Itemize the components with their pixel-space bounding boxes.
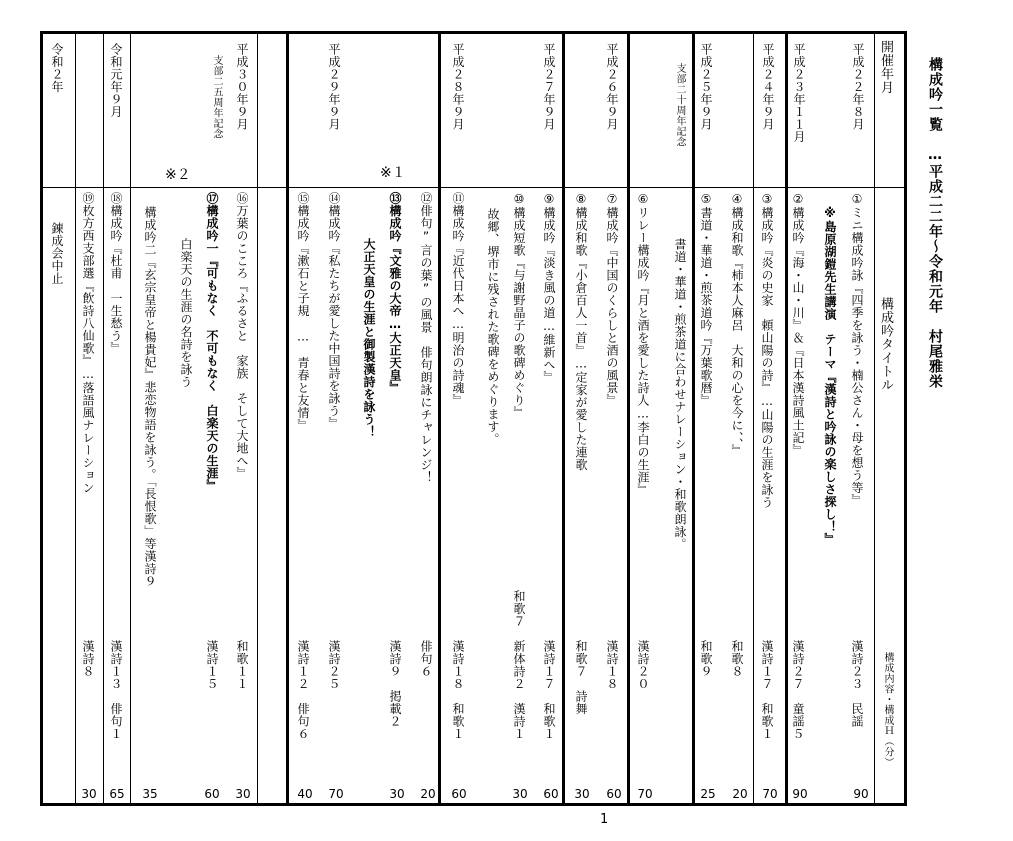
row-title-note: 書道・華道・煎茶道に合わせナレーション・和歌朗詠。	[673, 238, 687, 551]
header-divider	[40, 187, 907, 188]
row-title-note: 故郷、堺市に残された歌碑をめぐります。	[486, 208, 500, 446]
row-title: ⑧構成和歌『小倉百人一首』…定家が愛した連歌	[574, 192, 588, 471]
row-content: 漢詩２７ 童謡５	[791, 640, 805, 740]
row-minutes: 60	[204, 787, 220, 801]
header-date: 開催年月	[878, 40, 893, 94]
row-content: 和歌８	[730, 640, 744, 678]
row-minutes: 60	[543, 787, 559, 801]
row-minutes: 70	[762, 787, 778, 801]
row-content: 漢詩１２ 俳句６	[296, 640, 310, 740]
row-title-note: 大正天皇の生涯と御製漢詩を詠う！	[362, 238, 376, 438]
row-title: ⑪構成吟『近代日本へ…明治の詩魂』	[451, 192, 465, 407]
row-minutes: 40	[297, 787, 313, 801]
row-title: ⑱構成吟『杜甫 一生愁う』	[109, 192, 123, 355]
row-minutes: 60	[451, 787, 467, 801]
row-divider	[692, 31, 695, 806]
row-divider	[785, 31, 788, 806]
page-title: 構成吟一覧 …平成二二年～令和元年 村尾雅栄	[927, 57, 943, 389]
col-divider	[874, 31, 875, 806]
row-title: ②構成吟『海・山・川』＆『日本漢詩風土記』	[791, 192, 805, 457]
row-minutes: 70	[328, 787, 344, 801]
row-date: 平成２５年９月	[699, 43, 713, 131]
row-date: 平成３０年９月	[235, 43, 249, 131]
row-divider	[75, 31, 76, 806]
row-minutes: 70	[637, 787, 653, 801]
row-content: 漢詩２０	[636, 640, 650, 690]
row-date: 平成２３年１１月	[792, 43, 806, 143]
row-content: 漢詩１７ 和歌１	[542, 640, 556, 740]
row-title: ⑯万葉のこころ『ふるさと 家族 そして大地へ』	[235, 192, 249, 480]
row-minutes: 60	[606, 787, 622, 801]
row-content: 和歌７ 詩舞	[574, 640, 588, 715]
footnote-marker: ※１	[380, 165, 406, 181]
row-divider	[562, 31, 565, 806]
row-date: 令和元年９月	[109, 43, 123, 118]
row-divider	[257, 31, 258, 806]
header-title: 構成吟タイトル	[878, 297, 893, 392]
row-date: 平成２２年８月	[851, 43, 865, 131]
row-divider	[286, 31, 289, 806]
row-minutes: 20	[732, 787, 748, 801]
row-content: 漢詩１３ 俳句１	[109, 640, 123, 740]
row-date: 平成２８年９月	[451, 43, 465, 131]
row-title: ⑤書道・華道・煎茶道吟『万葉歌暦』	[699, 192, 713, 407]
table-frame	[40, 31, 907, 806]
row-title: ⑭構成吟『私たちが愛した中国詩を詠う』	[327, 192, 341, 430]
row-content: 俳句６	[419, 640, 433, 678]
row-title: ⑦構成吟『中国のくらしと酒の風景』	[605, 192, 619, 407]
row-divider	[753, 31, 754, 806]
row-title: ③構成吟『炎の史家 頼山陽の詩』…山陽の生涯を詠う	[760, 192, 774, 509]
row-date-note: 支部二十周年記念	[674, 63, 685, 147]
row-title: ⑥リレー構成吟『月と酒を愛した詩人…李白の生涯』	[636, 192, 650, 496]
row-title: ①ミニ構成吟詠『四季を詠う・楠公さん・母を想う等』	[850, 192, 864, 507]
row-content: 漢詩１５	[205, 640, 219, 690]
row-divider	[627, 31, 630, 806]
row-title: 錬成会中止	[50, 222, 64, 285]
row-content: 漢詩８	[81, 640, 95, 678]
row-title: 構成吟二『玄宗皇帝と楊貴妃』悲恋物語を詠う。「長恨歌」等漢詩９	[143, 206, 157, 588]
row-title: ⑨構成吟『淡き風の道…維新へ』	[542, 192, 556, 384]
row-title-note: ※島原湖鎧先生講演 テーマ『漢詩と吟詠の楽しさ探し！』	[823, 206, 837, 546]
row-minutes: 30	[81, 787, 97, 801]
row-title: ⑮構成吟『漱石と子規 … 青春と友情』	[296, 192, 310, 432]
row-divider	[103, 31, 104, 806]
row-minutes: 30	[512, 787, 528, 801]
row-divider	[130, 31, 131, 806]
row-content: 漢詩２３ 民謡	[850, 640, 864, 728]
row-date: 平成２７年９月	[542, 43, 556, 131]
row-content: 漢詩１８	[605, 640, 619, 690]
row-title: ⑲枚方西支部選『飲詩八仙歌』…落語風ナレーション	[81, 192, 95, 494]
row-minutes: 30	[574, 787, 590, 801]
row-content: 漢詩１７ 和歌１	[760, 640, 774, 740]
row-minutes: 20	[420, 787, 436, 801]
row-title-note: 白楽天の生涯の名詩を詠う	[179, 238, 193, 388]
row-title: ⑫俳句”言の葉”の風景 俳句朗詠にチャレンジ！	[419, 192, 433, 484]
row-content: 漢詩１８ 和歌１	[451, 640, 465, 740]
row-date: 令和２年	[50, 43, 64, 93]
row-date: 平成２４年９月	[761, 43, 775, 131]
row-date-note: 支部二五周年記念	[211, 55, 222, 139]
row-date: 平成２６年９月	[605, 43, 619, 131]
row-content: 漢詩９ 掲載２	[388, 640, 402, 728]
row-minutes: 90	[792, 787, 808, 801]
row-minutes: 30	[389, 787, 405, 801]
row-minutes: 30	[235, 787, 251, 801]
row-minutes: 90	[853, 787, 869, 801]
row-title: ⑰構成吟一『可もなく 不可もなく 白楽天の生涯』	[205, 192, 219, 492]
row-content: 和歌９	[699, 640, 713, 678]
row-title: ⑬構成吟『文雅の大帝…大正天皇』	[388, 192, 402, 394]
row-title: ④構成和歌『柿本人麻呂 大和の心を今に、、』	[730, 192, 744, 457]
row-content: 和歌７ 新体詩２ 漢詩１	[512, 590, 526, 740]
row-content: 和歌１１	[235, 640, 249, 690]
row-minutes: 65	[109, 787, 125, 801]
row-divider	[438, 31, 441, 806]
header-content: 構成内容・構成Ｈ（分）	[882, 652, 893, 768]
row-title: ⑩構成短歌『与謝野晶子の歌碑めぐり』	[512, 192, 526, 419]
page-number: 1	[600, 812, 609, 827]
row-date: 平成２９年９月	[327, 43, 341, 131]
row-minutes: 35	[142, 787, 158, 801]
footnote-marker: ※２	[165, 167, 191, 183]
row-content: 漢詩２５	[327, 640, 341, 690]
row-minutes: 25	[700, 787, 716, 801]
